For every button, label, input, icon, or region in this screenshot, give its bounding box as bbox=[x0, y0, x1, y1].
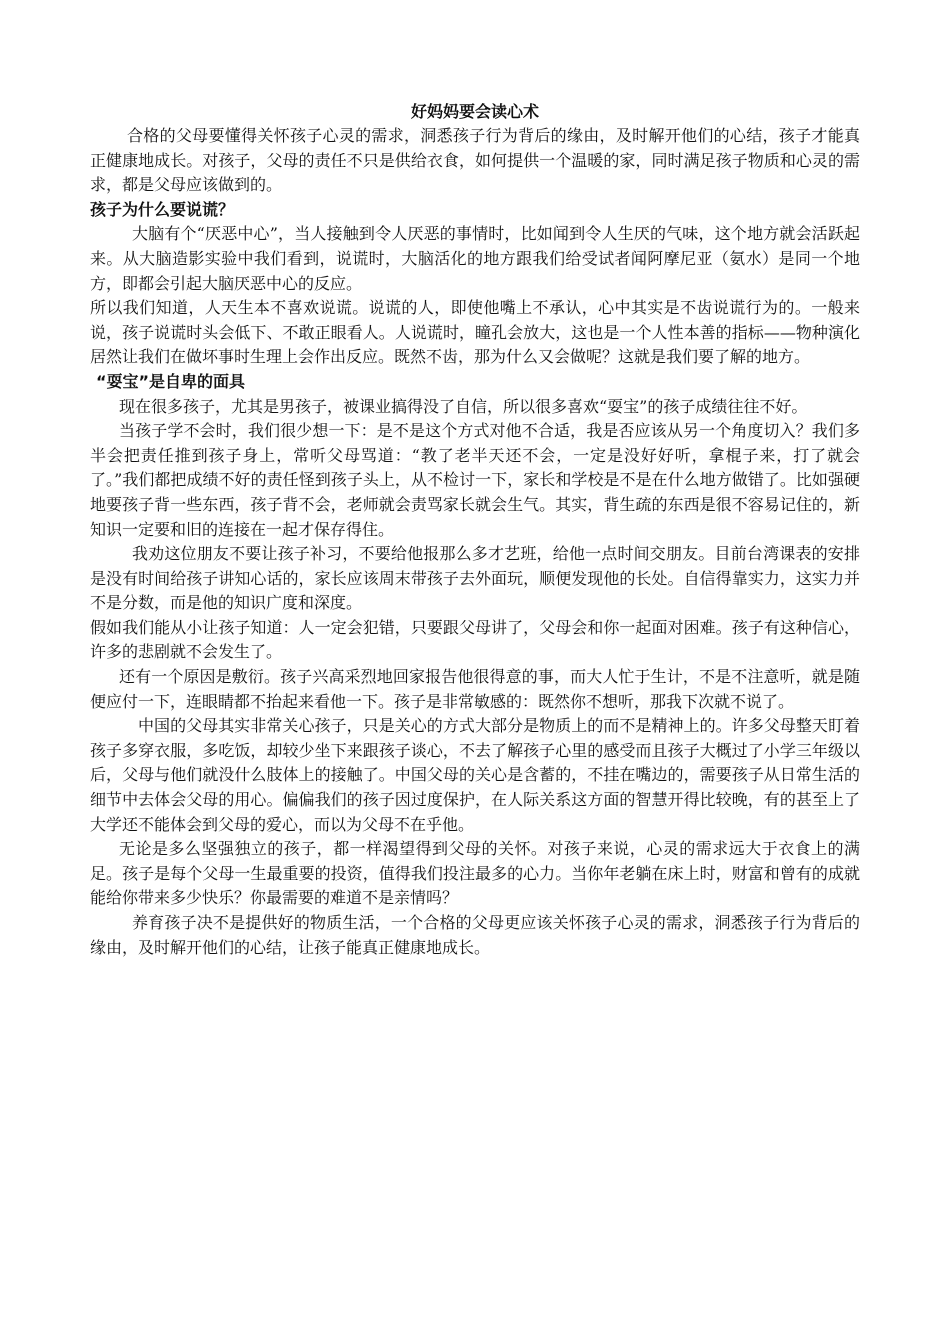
paragraph: 中国的父母其实非常关心孩子，只是关心的方式大部分是物质上的而不是精神上的。许多父母整天盯着孩子多穿衣服，多吃饭，却较少坐下来跟孩子谈心，不去了解孩子心里的感受而且孩子大概过了小学三年级以后，父母与他们就没什么肢体上的接触了。中国父母的关心是含蓄的，不挂在嘴边的，需要孩子从日常生活的细节中去体会父母的用心。偏偏我们的孩子因过度保护，在人际关系这方面的智慧开得比较晚，有的甚至上了大学还不能体会到父母的爱心，而以为父母不在乎他。 bbox=[90, 716, 860, 834]
document-page bbox=[90, 100, 860, 960]
paragraph: 我劝这位朋友不要让孩子补习，不要给他报那么多才艺班，给他一点时间交朋友。目前台湾课表的安排是没有时间给孩子讲知心话的，家长应该周末带孩子去外面玩，顺便发现他的长处。自信得靠实力，这实力并不是分数，而是他的知识广度和深度。 bbox=[90, 544, 860, 613]
paragraph: 养育孩子决不是提供好的物质生活，一个合格的父母更应该关怀孩子心灵的需求，洞悉孩子行为背后的缘由，及时解开他们的心结，让孩子能真正健康地成长。 bbox=[90, 913, 860, 957]
paragraph: 当孩子学不会时，我们很少想一下：是不是这个方式对他不合适，我是否应该从另一个角度切入？我们多半会把责任推到孩子身上，常听父母骂道：“教了老半天还不会，一定是没好好听，拿棍子来，打了就会了。”我们都把成绩不好的责任怪到孩子头上，从不检讨一下，家长和学校是不是在什么地方做错了。比如强硬地要孩子背一些东西，孩子背不会，老师就会责骂家长就会生气。其实，背生疏的东西是很不容易记住的，新知识一定要和旧的连接在一起才保存得住。 bbox=[90, 421, 860, 539]
paragraph: 现在很多孩子，尤其是男孩子，被课业搞得没了自信，所以很多喜欢“耍宝”的孩子成绩往往不好。 bbox=[119, 396, 808, 416]
intro-paragraph: 合格的父母要懂得关怀孩子心灵的需求，洞悉孩子行为背后的缘由，及时解开他们的心结，孩子才能真正健康地成长。对孩子，父母的责任不只是供给衣食，如何提供一个温暖的家，同时满足孩子物质和心灵的需求，都是父母应该做到的。 bbox=[90, 126, 860, 195]
section-heading-lying: 孩子为什么要说谎？ bbox=[90, 199, 235, 219]
paragraph: 还有一个原因是敷衍。孩子兴高采烈地回家报告他很得意的事，而大人忙于生计，不是不注意听，就是随便应付一下，连眼睛都不抬起来看他一下。孩子是非常敏感的：既然你不想听，那我下次就不说了。 bbox=[90, 667, 860, 711]
document-title: 好妈妈要会读心术 bbox=[410, 102, 539, 121]
paragraph: 假如我们能从小让孩子知道：人一定会犯错，只要跟父母讲了，父母会和你一起面对困难。孩子有这种信心，许多的悲剧就不会发生了。 bbox=[90, 617, 860, 662]
paragraph: 所以我们知道，人天生本不喜欢说谎。说谎的人，即使他嘴上不承认，心中其实是不齿说谎行为的。一般来说，孩子说谎时头会低下、不敢正眼看人。人说谎时，瞳孔会放大，这也是一个人性本善的指标——物种演化居然让我们在做坏事时生理上会作出反应。既然不齿，那为什么又会做呢？这就是我们要了解的地方。 bbox=[90, 298, 860, 367]
section-heading-clowning: “耍宝”是自卑的面具 bbox=[96, 371, 246, 391]
paragraph: 无论是多么坚强独立的孩子，都一样渴望得到父母的关怀。对孩子来说，心灵的需求远大于衣食上的满足。孩子是每个父母一生最重要的投资，值得我们投注最多的心力。当你年老躺在床上时，财富和曾有的成就能给你带来多少快乐？你最需要的难道不是亲情吗？ bbox=[90, 839, 860, 908]
paragraph: 大脑有个“厌恶中心”，当人接触到令人厌恶的事情时，比如闻到令人生厌的气味，这个地方就会活跃起来。从大脑造影实验中我们看到，说谎时，大脑活化的地方跟我们给受试者闻阿摩尼亚（氨水）是同一个地方，即都会引起大脑厌恶中心的反应。 bbox=[90, 224, 860, 293]
